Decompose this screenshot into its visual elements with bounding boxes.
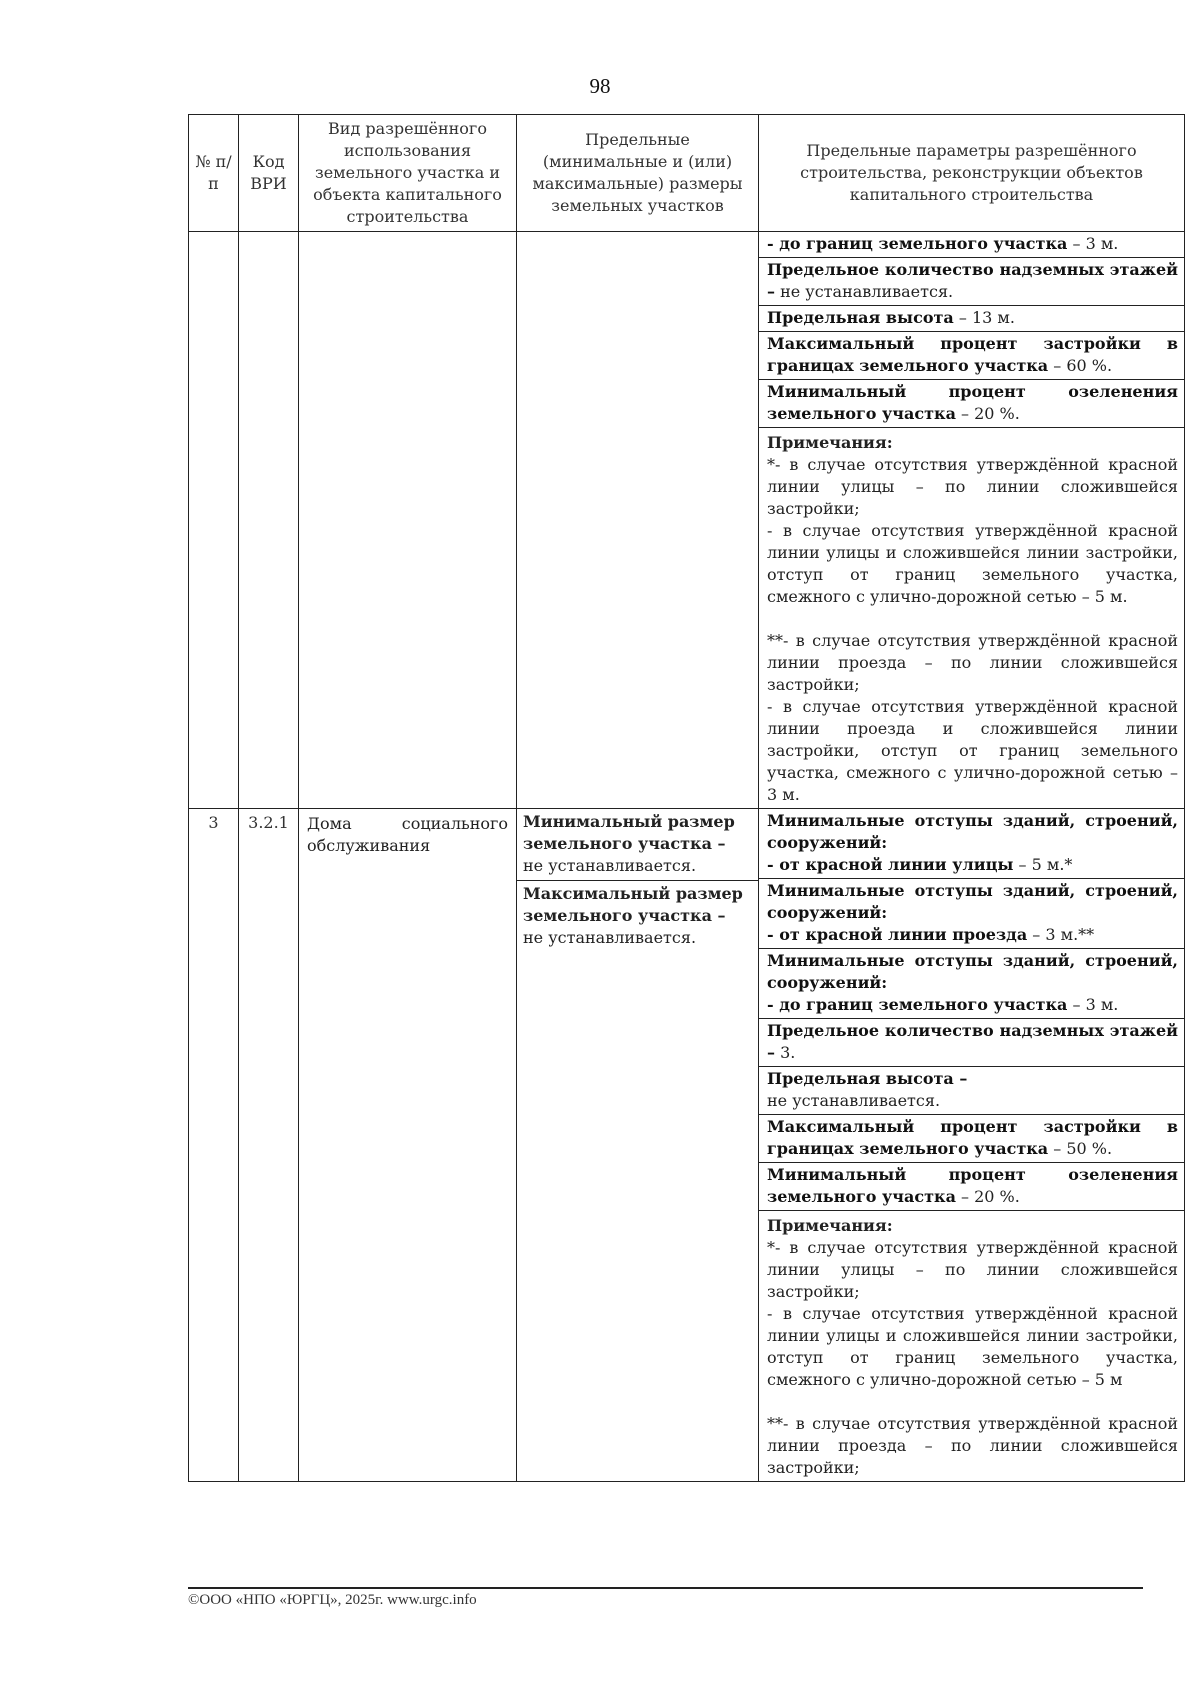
- cell-number: 3: [189, 809, 239, 1482]
- max-plot-size: Максимальный размер земельного участка – не устанавливается.: [523, 884, 743, 947]
- notes-title: Примечания:: [767, 1216, 893, 1235]
- param-setback-plot: Минимальные отступы зданий, строений, сооружений: - до границ земельного участка – 3 м.: [759, 949, 1184, 1019]
- page-number: 98: [589, 74, 611, 98]
- notes-block: [759, 1211, 1184, 1481]
- table-header-row: [189, 115, 1185, 232]
- cell-code: [239, 232, 299, 809]
- param-height: Предельная высота – не устанавливается.: [759, 1067, 1184, 1115]
- cell-plot-sizes: [517, 232, 759, 809]
- param-greening: Минимальный процент озеленения земельного участка – 20 %.: [759, 380, 1184, 428]
- note-paragraph: **- в случае отсутствия утверждённой красной линии проезда – по линии сложившейся застройки;: [767, 631, 1178, 694]
- cell-params: [759, 809, 1185, 1482]
- footer-copyright: ©ООО «НПО «ЮРГЦ», 2025г. www.urgc.info: [188, 1592, 477, 1608]
- param-coverage: Максимальный процент застройки в границах земельного участка – 60 %.: [759, 332, 1184, 380]
- cell-use-type: [299, 232, 517, 809]
- footer-divider: [188, 1587, 1143, 1589]
- header-number: № п/п: [189, 115, 239, 232]
- min-plot-size: Минимальный размер земельного участка – не устанавливается.: [517, 809, 758, 881]
- note-paragraph: *- в случае отсутствия утверждённой красной линии улицы – по линии сложившейся застройки;: [767, 1238, 1178, 1301]
- table-row-continued: [189, 232, 1185, 809]
- cell-use-type: [299, 809, 517, 1482]
- cell-number: [189, 232, 239, 809]
- notes-title: Примечания:: [767, 433, 893, 452]
- header-building-params: Предельные параметры разрешённого строительства, реконструкции объектов капитального строительства: [759, 115, 1185, 232]
- zoning-parameters-table: [188, 114, 1185, 1482]
- param-setback-street: Минимальные отступы зданий, строений, сооружений: - от красной линии улицы – 5 м.*: [759, 809, 1184, 879]
- param-greening: Минимальный процент озеленения земельного участка – 20 %.: [759, 1163, 1184, 1211]
- param-setback-driveway: Минимальные отступы зданий, строений, сооружений: - от красной линии проезда – 3 м.**: [759, 879, 1184, 949]
- param-coverage: Максимальный процент застройки в границах земельного участка – 50 %.: [759, 1115, 1184, 1163]
- note-paragraph: **- в случае отсутствия утверждённой красной линии проезда – по линии сложившейся застройки;: [767, 1414, 1178, 1477]
- param-floors: Предельное количество надземных этажей – 3.: [759, 1019, 1184, 1067]
- use-type-name: Дома социального обслуживания: [307, 814, 508, 855]
- param-setback-plot: - до границ земельного участка – 3 м.: [759, 232, 1184, 258]
- note-paragraph: - в случае отсутствия утверждённой красной линии улицы и сложившейся линии застройки, отступ от границ земельного участка, смежного с улично-дорожной сетью – 5 м: [767, 1304, 1178, 1389]
- header-plot-sizes: Предельные (минимальные и (или) максимальные) размеры земельных участков: [517, 115, 759, 232]
- param-height: Предельная высота – 13 м.: [759, 306, 1184, 332]
- cell-params: [759, 232, 1185, 809]
- note-paragraph: - в случае отсутствия утверждённой красной линии улицы и сложившейся линии застройки, отступ от границ земельного участка, смежного с улично-дорожной сетью – 5 м.: [767, 521, 1178, 606]
- header-use-type: Вид разрешённого использования земельного участка и объекта капитального строительства: [299, 115, 517, 232]
- cell-code: 3.2.1: [239, 809, 299, 1482]
- note-paragraph: *- в случае отсутствия утверждённой красной линии улицы – по линии сложившейся застройки;: [767, 455, 1178, 518]
- note-paragraph: - в случае отсутствия утверждённой красной линии проезда и сложившейся линии застройки, отступ от границ земельного участка, смежного с улично-дорожной сетью – 3 м.: [767, 697, 1178, 804]
- param-floors: Предельное количество надземных этажей – не устанавливается.: [759, 258, 1184, 306]
- header-code: Код ВРИ: [239, 115, 299, 232]
- table-row-3: [189, 809, 1185, 1482]
- cell-plot-sizes: [517, 809, 759, 1482]
- notes-block: [759, 428, 1184, 808]
